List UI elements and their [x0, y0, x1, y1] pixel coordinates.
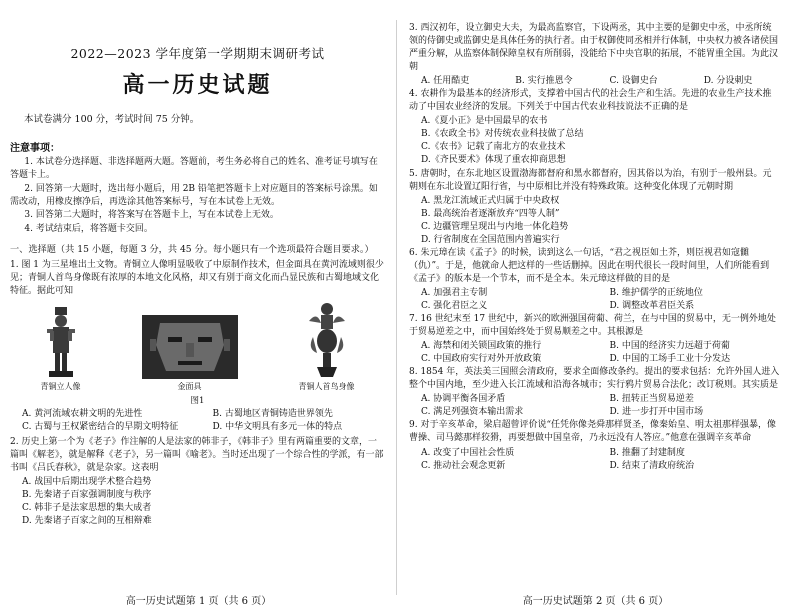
option-c: C. 边疆管理呈现出与内地一体化趋势 — [421, 221, 569, 232]
question-9-options — [409, 447, 780, 473]
page-footer-right: 高一历史试题第 2 页（共 6 页） — [522, 596, 669, 607]
bronze-standing-figure-image — [41, 305, 81, 379]
figure-caption: 金面具 — [177, 381, 202, 391]
option-d: D. 分设刺史 — [703, 76, 753, 87]
figure-bronze-standing-figure — [41, 305, 81, 392]
option-b: B. 实行推恩令 — [515, 76, 573, 87]
option-c: C. 设御史台 — [609, 76, 658, 87]
option-a: A. 黑龙江流域正式归属于中央政权 — [421, 195, 560, 206]
option-b: B.《农政全书》对传统农业科技做了总结 — [421, 129, 584, 140]
option-a: A. 任用酷吏 — [421, 76, 470, 87]
paper-title: 高一历史试题 — [122, 72, 273, 98]
question-4-options — [409, 115, 780, 167]
notice-heading: 注意事项： — [10, 143, 60, 155]
figure-bronze-bird-figure — [299, 301, 355, 392]
question-5-stem: 5. 唐朝时，在东北地区设置渤海都督府和黑水都督府，因其俗以为治，有别于一般州县。元朝则在东北设置辽阳行省，与中原相比并没有特殊政策。这种变化体现了元朝时期 — [409, 168, 772, 192]
option-c: C. 强化君臣之义 — [421, 300, 488, 311]
figure-label: 图1 — [190, 395, 205, 406]
option-b: B. 维护儒学的正统地位 — [609, 287, 703, 298]
option-d: D. 行省制度在全国范围内普遍实行 — [421, 234, 560, 245]
question-6-options — [409, 287, 780, 313]
page-footer-left: 高一历史试题第 1 页（共 6 页） — [125, 596, 272, 607]
question-6-stem: 6. 朱元璋在读《孟子》的时候，读到这么一句话，“君之视臣如土芥，则臣视君如寇雠（仇）”。于是，他就命人把这样的一些话删掉。因此在明代很长一段时间里，人们所能看到《孟子》的版本是一个节本，而不是全本。朱元璋这样做的目的是 — [409, 247, 770, 284]
figure-caption: 青铜人首鸟身像 — [298, 381, 355, 391]
question-3-stem: 3. 西汉初年，设立御史大夫，为最高监察官，下设两丞，其中主要的是御史中丞，中丞所统领的侍御史或监御史是具体任务的执行者。由于权御使同丞相并行体制，中央权力被各诸侯国严重分解，从监察体制保障皇权有所削弱，没能给下中央官职的拓展，不能胃重全国。为此汉朝 — [409, 23, 779, 73]
option-d: D. 中国的工场手工业十分发达 — [609, 354, 731, 365]
exam-info: 本试卷满分 100 分，考试时间 75 分钟。 — [24, 114, 200, 125]
option-c: C. 韩非子是法家思想的集大成者 — [22, 503, 152, 514]
option-c: C.《农书》记载了南北方的农业技术 — [421, 142, 566, 153]
question-1-options — [10, 408, 385, 434]
option-d: D.《齐民要术》体现了重农抑商思想 — [421, 155, 566, 166]
option-c: C. 满足列强资本输出需求 — [421, 407, 524, 418]
question-7-stem: 7. 16 世纪末至 17 世纪中，新兴的欧洲强国荷葡、荷兰，在与中国的贸易中，无一例外地处于贸易逆差之中，而中国始终处于贸易顺差之中。其根源是 — [409, 314, 776, 338]
option-a: A.《夏小正》是中国最早的农书 — [421, 116, 548, 127]
option-a: A. 黄河流域农耕文明的先进性 — [22, 408, 143, 419]
option-a: A. 改变了中国社会性质 — [421, 447, 515, 458]
bronze-bird-figure-image — [305, 301, 349, 379]
question-5-options — [409, 195, 780, 247]
option-a: A. 海禁和闭关锁国政策的推行 — [421, 341, 542, 352]
option-c: C. 推动社会观念更新 — [421, 460, 506, 471]
figure-gold-mask — [142, 315, 238, 392]
figure-caption: 青铜立人像 — [40, 381, 81, 391]
option-b: B. 中国的经济实力远超于荷葡 — [609, 341, 730, 352]
question-9-stem: 9. 对于辛亥革命，梁启超曾评价说“任凭你像尧舜那样贤圣，像秦始皇、明太祖那样强暴，像曹操、司马懿那样狡猾，再要想做中国皇帝，乃永远没有人答应。”他意在强调辛亥革命 — [409, 420, 777, 444]
option-b: B. 推翻了封建制度 — [609, 447, 685, 458]
option-d: D. 结束了清政府统治 — [609, 460, 695, 471]
notice-item: 3. 回答第二大题时，将答案写在答题卡上，写在本试卷上无效。 — [24, 210, 279, 221]
option-b: B. 扭转正当贸易逆差 — [609, 394, 694, 405]
option-a: A. 协调平衡各国矛盾 — [421, 394, 506, 405]
option-c: C. 中国政府实行对外开放政策 — [421, 354, 542, 365]
notice-item: 2. 回答第一大题时，选出每小题后，用 2B 铅笔把答题卡上对应题目的答案标号涂黑。如需改动，用橡皮擦净后，再选涂其他答案标号，写在本试卷上无效。 — [10, 183, 378, 207]
question-8-options — [409, 393, 780, 419]
option-c: C. 古蜀与王权紧密结合的早期文明特征 — [22, 421, 179, 432]
option-b: B. 古蜀地区青铜铸造世界领先 — [212, 408, 333, 419]
question-1-stem: 1. 图 1 为三星堆出土文物。青铜立人像明显吸收了中原制作技术，但金面具在黄河流域则很少见；青铜人首鸟身像既有浓厚的本地文化风格，却又有别于商文化而凸显民族和古蜀地域文化特征。据此可知 — [10, 259, 384, 296]
option-b: B. 最高统治者逐渐放弃“四等人制” — [421, 208, 560, 219]
notice-item: 4. 考试结束后，将答题卡交回。 — [24, 224, 153, 235]
option-d: D. 中华文明具有多元一体的特点 — [212, 421, 343, 432]
question-4-stem: 4. 农耕作为最基本的经济形式，支撑着中国古代的社会生产和生活。先进的农业生产技术推动了中国农业经济的发展。下列关于中国古代农业科技说法不正确的是 — [409, 89, 772, 113]
option-a: A. 加强君主专制 — [421, 287, 488, 298]
option-d: D. 进一步打开中国市场 — [609, 407, 704, 418]
question-2-stem: 2. 历史上第一个为《老子》作注解的人是法家的韩非子，《韩非子》里有两篇重要的文章，一篇叫《解老》，就是解释《老子》，另一篇叫《喻老》。当时还出现了一个综合性的学派，有一部书叫《吕氏春秋》，就是杂家。这表明 — [10, 436, 384, 474]
section-heading: 一、选择题（共 15 小题，每题 3 分，共 45 分。每小题只有一个选项最符合题目要求。） — [10, 243, 374, 255]
option-d: D. 先秦诸子百家之间的互相辩难 — [22, 516, 152, 527]
question-3-options — [409, 75, 780, 88]
page-right — [397, 0, 794, 613]
exam-title: 2022—2023 学年度第一学期期末调研考试 — [70, 46, 325, 61]
question-2-options — [10, 476, 385, 528]
option-d: D. 调整改革君臣关系 — [609, 300, 695, 311]
notice-item: 1. 本试卷分选择题、非选择题两大题。答题前，考生务必将自己的姓名、准考证号填写在答题卡上。 — [10, 157, 378, 181]
option-a: A. 战国中后期出现学术整合趋势 — [22, 477, 152, 488]
figure-1-images — [10, 302, 385, 392]
question-8-stem: 8. 1854 年，英法美三国照会清政府，要求全面修改条约。提出的要求包括：允许外国人进入整个中国内地，至少进入长江流域和沿海各城市；实行鸦片贸易合法化；改订税则。其实质是 — [409, 367, 780, 391]
question-7-options — [409, 340, 780, 366]
gold-mask-image — [142, 315, 238, 379]
option-b: B. 先秦诸子百家强调制度与秩序 — [22, 490, 152, 501]
